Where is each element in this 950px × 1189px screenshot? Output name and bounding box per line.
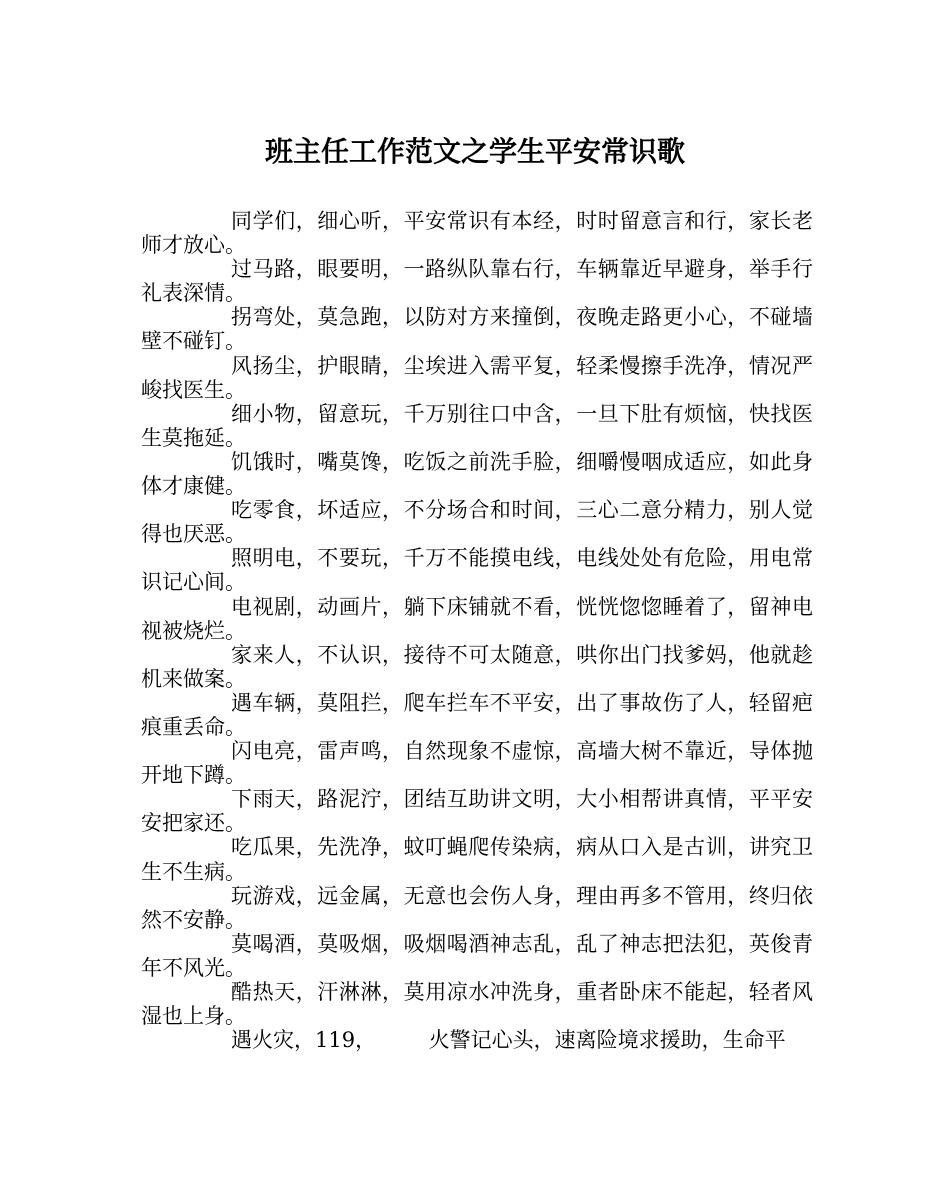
paragraph: 过马路，眼要明，一路纵队靠右行，车辆靠近早避身，举手行礼表深情。: [141, 257, 813, 306]
paragraph: 细小物，留意玩，千万别往口中含，一旦下肚有烦恼，快找医生莫拖延。: [141, 401, 813, 450]
paragraph: 风扬尘，护眼睛，尘埃进入需平复，轻柔慢擦手洗净，情况严峻找医生。: [141, 353, 813, 402]
paragraph: 吃瓜果，先洗净，蚊叮蝇爬传染病，病从口入是古训，讲究卫生不生病。: [141, 835, 813, 884]
paragraph: 同学们，细心听，平安常识有本经，时时留意言和行，家长老师才放心。: [141, 209, 813, 258]
paragraph: 莫喝酒，莫吸烟，吸烟喝酒神志乱，乱了神志把法犯，英俊青年不风光。: [141, 931, 813, 980]
paragraph: 酷热天，汗淋淋，莫用凉水冲洗身，重者卧床不能起，轻者风湿也上身。: [141, 980, 813, 1029]
paragraph: 家来人，不认识，接待不可太随意，哄你出门找爹妈，他就趁机来做案。: [141, 642, 813, 691]
paragraph: 下雨天，路泥泞，团结互助讲文明，大小相帮讲真情，平平安安把家还。: [141, 787, 813, 836]
paragraph: 照明电，不要玩，千万不能摸电线，电线处处有危险，用电常识记心间。: [141, 546, 813, 595]
paragraph: 拐弯处，莫急跑，以防对方来撞倒，夜晚走路更小心，不碰墙壁不碰钉。: [141, 305, 813, 354]
paragraph: 吃零食，坏适应，不分场合和时间，三心二意分精力，别人觉得也厌恶。: [141, 498, 813, 547]
paragraph: 遇车辆，莫阻拦，爬车拦车不平安，出了事故伤了人，轻留疤痕重丢命。: [141, 690, 813, 739]
paragraph: 遇火灾，119， 火警记心头，速离险境求援助，生命平: [231, 1028, 786, 1053]
paragraph: 饥饿时，嘴莫馋，吃饭之前洗手脸，细嚼慢咽成适应，如此身体才康健。: [141, 449, 813, 499]
paragraph: 电视剧，动画片，躺下床铺就不看，恍恍惚惚睡着了，留神电视被烧烂。: [141, 594, 813, 643]
document-body: [141, 209, 813, 1052]
paragraph: 闪电亮，雷声鸣，自然现象不虚惊，高墙大树不靠近，导体抛开地下蹲。: [141, 739, 813, 788]
document-title: 班主任工作范文之学生平安常识歌: [264, 135, 685, 168]
paragraph: 玩游戏，远金属，无意也会伤人身，理由再多不管用，终归依然不安静。: [141, 883, 813, 932]
